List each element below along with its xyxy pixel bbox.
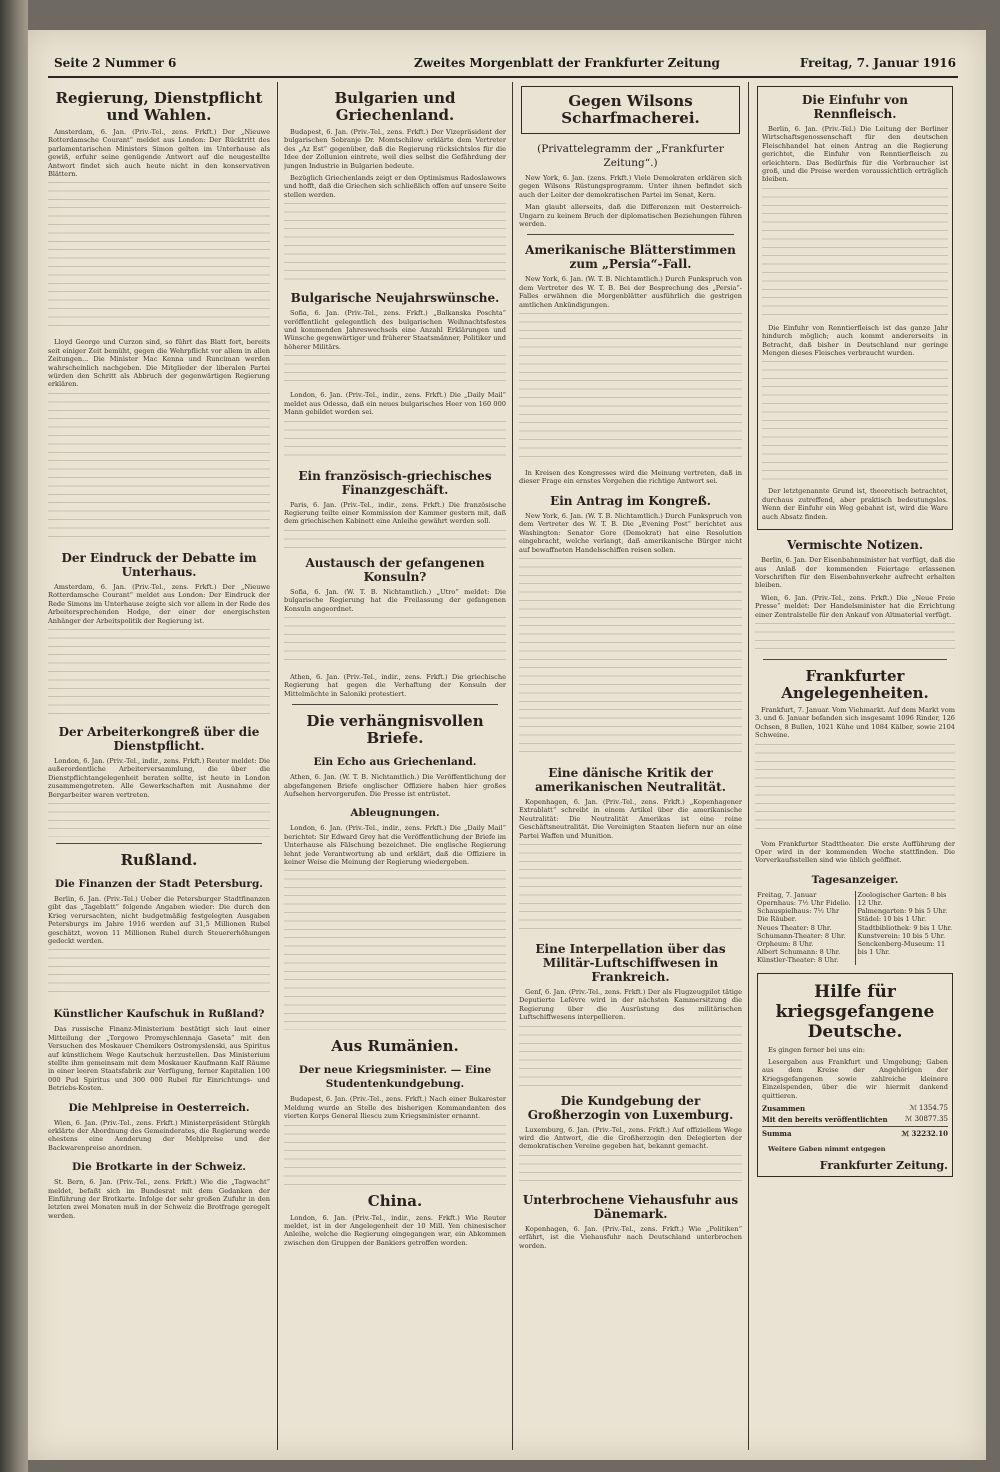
sum-value: ℳ 30877.35	[904, 1115, 948, 1124]
article-text: Kopenhagen, 6. Jan. (Priv.-Tel., zens. Frkft.) „Kopenhagener Extrablatt“ schreibt in einem Artikel über die amerikanische Neutralität: Die Neutralität Amerikas ist eine reine Geschäftsneutralität. Die Vereinigten Staaten liefern nur an eine Partei Waffen und Munition.	[519, 797, 742, 840]
column-4	[755, 82, 955, 1450]
article-text: Wien, 6. Jan. (Priv.-Tel., zens. Frkft.) Die „Neue Freie Presse“ meldet: Der Handelsminister hat die Errichtung einer Zentralstelle für den Ankauf von Altmaterial verfügt.	[755, 593, 955, 619]
headline: Bulgarische Neujahrswünsche.	[290, 291, 500, 306]
headline: Frankfurter Angelegenheiten.	[781, 666, 929, 702]
article-body	[48, 393, 270, 543]
column-separator	[277, 82, 278, 1450]
divider	[527, 234, 734, 235]
sum-value: ℳ 1354.75	[909, 1104, 948, 1113]
article-box	[757, 86, 953, 530]
article-text: St. Bern, 6. Jan. (Priv.-Tel., zens. Frkft.) Wie die „Tagwacht“ meldet, befaßt sich im Bundesrat mit dem Gedanken der Einführung der Brotkarte. Infolge der sehr großen Zufuhr in den letzten zwei Monaten muß in der Schweiz die Brotfrage geregelt werden.	[48, 1178, 270, 1220]
article-text: Kopenhagen, 6. Jan. (Priv.-Tel., zens. Frkft.) Wie „Politiken“ erfährt, ist die Viehausfuhr nach Deutschland unterbrochen worden.	[519, 1224, 742, 1250]
article-text: Amsterdam, 6. Jan. (Priv.-Tel., zens. Frkft.) Der „Nieuwe Rotterdamsche Courant“ meldet aus London: Der Rücktritt des parlamentarischen Ministers Simon gelten im Unterhause als gewiß, erfuhr seine genügende Antwort auf die neugestellte Antwort findet sich auch heute nicht in den konservativen Blättern.	[48, 128, 270, 179]
article-text: Budapest, 6. Jan. (Priv.-Tel., zens. Frkft.) Nach einer Bukarester Meldung wurde an Stelle des bisherigen Kommandanten des vierten Korps General Iliescu zum Kriegsminister ernannt.	[284, 1095, 506, 1121]
sum-label: Summa	[762, 1129, 792, 1139]
article-text: Paris, 6. Jan. (Priv.-Tel., indir., zens. Frkft.) Die französische Regierung teilte einer Kommission der Kammer gestern mit, daß dem griechischen Kabinett eine Anleihe gewährt werden soll.	[284, 500, 506, 526]
article-text: Budapest, 6. Jan. (Priv.-Tel., zens. Frkft.) Der Vizepräsident der bulgarischen Sobranje Dr. Momtschilow erklärte dem Vertreter des „Az Est“ gegenüber, daß die Regierung rücksichtslos für die Idee der Zollunion eintrete, weil dies selbst die Gefährdung der jungen Industrie in Bulgarien bedeute.	[284, 128, 506, 170]
article-text: Man glaubt allerseits, daß die Differenzen mit Oesterreich-Ungarn zu keinem Bruch der diplomatischen Beziehungen führen werden.	[519, 203, 742, 229]
headline: Der Arbeiterkongreß über die Dienstpflicht.	[58, 724, 260, 753]
sum-row	[762, 1115, 948, 1125]
headline: Gegen Wilsons Scharfmacherei.	[561, 92, 700, 127]
article-body	[519, 844, 742, 934]
appeal-note: Weitere Gaben nimmt entgegen	[768, 1145, 886, 1154]
article-text: New York, 6. Jan. (W. T. B. Nichtamtlich.) Durch Funkspruch von dem Vertreter des W. T. B. Die „Evening Post“ berichtet aus Washington: Senator Gore (Demokrat) hat eine Resolution eingebracht, welche verlangt, daß amerikanische Bürger nicht auf bewaffneten Handelsschiffen reisen sollen.	[519, 511, 742, 554]
appeal-box	[757, 973, 953, 1178]
article-body	[762, 361, 948, 481]
article-text: New York, 6. Jan. (zens. Frkft.) Viele Demokraten erklären sich gegen Wilsons Rüstungsprogramm. Unter ihnen befindet sich auch der Leiter der demokratischen Partei im Senat, Kern.	[519, 174, 742, 199]
article-text: Der letztgenannte Grund ist, theoretisch betrachtet, durchaus zutreffend, aber praktisch bedeutungslos. Wenn der Einfuhr ein Weg gebahnt ist, wird die Ware auch Absatz finden.	[762, 487, 948, 521]
article-body	[755, 623, 955, 653]
headline: Bulgarien und Griechenland.	[334, 89, 456, 124]
headline: Der neue Kriegsminister. — Eine Studentenkundgebung.	[298, 1064, 492, 1091]
appeal-list: Lesergaben aus Frankfurt und Umgebung; Gaben aus dem Kreise der Angehörigen der Kriegsgefangenen sowie zahlreiche kleinere Einzelspenden, über die wir hiermit dankend quittieren.	[762, 1058, 948, 1100]
page-header	[34, 52, 956, 74]
article-body	[48, 629, 270, 717]
sum-value: ℳ 32232.10	[901, 1129, 948, 1139]
divider	[763, 659, 947, 660]
article-text: London, 6. Jan. (Priv.-Tel., indir., zens. Frkft.) Reuter meldet: Die außerordentliche Arbeiterversammlung, die über die Dienstpflichtangelegenheit beraten sollte, ist heute in London zusammengetreten. Alle Gewerkschaften mit Ausnahme der Bergarbeiter waren vertreten.	[48, 756, 270, 799]
article-body	[284, 421, 506, 461]
headline: Die verhängnisvollen Briefe.	[306, 712, 484, 748]
article-text: Berlin, 6. Jan. (Priv.-Tel.) Ueber die Petersburger Stadtfinanzen gibt das „Tageblatt“ folgende Angaben wieder: Die durch den Krieg verursachten, nicht budgetmäßig festgelegten Ausgaben Petersburgs im Jahre 1916 werden auf 31,5 Millionen Rubel geschätzt, wovon 11 Millionen Rubel durch Steuererhöhungen gedeckt werden.	[48, 894, 270, 945]
article-text: Amsterdam, 6. Jan. (Priv.-Tel., zens. Frkft.) Der „Nieuwe Rotterdamsche Courant“ meldet aus London: Der Eindruck der Rede Simons im Unterhause zeigte sich vor allem in der Rede des Arbeitersprechenden Hodge, der einer der energischsten Anhänger der Arbeitspolitik der Regierung ist.	[48, 582, 270, 625]
sum-row	[762, 1126, 948, 1139]
appeal-intro: Es gingen ferner bei uns ein:	[768, 1045, 866, 1054]
headline: Die Finanzen der Stadt Petersburg.	[55, 877, 263, 890]
header-page-number: Seite 2 Nummer 6	[54, 56, 177, 70]
article-text: Athen, 6. Jan. (W. T. B. Nichtamtlich.) Die Veröffentlichung der abgefangenen Briefe englischer Offiziere haben hier großes Aufsehen hervorgerufen. Die Presse ist entrüstet.	[284, 773, 506, 798]
article-body	[284, 530, 506, 548]
article-body	[519, 313, 742, 463]
appeal-signature: Frankfurter Zeitung.	[819, 1159, 948, 1173]
headline: Amerikanische Blätterstimmen zum „Persia“-Fall.	[525, 243, 736, 272]
headline: Regierung, Dienstpflicht und Wahlen.	[55, 89, 263, 124]
headline: Aus Rumänien.	[331, 1037, 459, 1056]
article-text: Athen, 6. Jan. (Priv.-Tel., indir., zens. Frkft.) Die griechische Regierung hat gegen die Verhaftung der Konsuln der Mittelmächte in Saloniki protestiert.	[284, 672, 506, 698]
headline: Die Mehlpreise in Oesterreich.	[68, 1101, 250, 1114]
book-binding	[0, 0, 28, 1472]
article-text: Bezüglich Griechenlands zeigt er den Optimismus Radoslawows und hofft, daß die Griechen sich schließlich offen auf unsere Seite stellen werden.	[284, 174, 506, 199]
headline: Eine Interpellation über das Militär-Luftschiffwesen in Frankreich.	[535, 941, 726, 984]
column-3	[519, 82, 742, 1450]
article-text: Berlin, 6. Jan. Der Eisenbahnminister hat verfügt, daß die aus Anlaß der kommenden Feiertage erlassenen Vorschriften für den Eisenbahnverkehr aufrecht erhalten bleiben.	[755, 556, 955, 590]
article-body	[48, 949, 270, 999]
byline: (Privattelegramm der „Frankfurter Zeitung“.)	[537, 143, 724, 169]
article-text: Berlin, 6. Jan. (Priv.-Tel.) Die Leitung der Berliner Wirtschaftsgenossenschaft für den deutschen Fleischhandel hat einen Antrag an die Regierung gerichtet, die Einfuhr von Renntierfleisch zu erleichtern. Das Bedürfnis für die Verbraucher ist groß, und die Preise werden voraussichtlich erträglich bleiben.	[762, 125, 948, 184]
sum-label: Mit den bereits veröffentlichten	[762, 1115, 888, 1125]
headline: Eine dänische Kritik der amerikanischen Neutralität.	[535, 765, 726, 794]
article-text: Sofia, 6. Jan. (Priv.-Tel., zens. Frkft.) „Balkanska Poschta“ veröffentlicht gelegentlich des bulgarischen Weihnachtsfestes und kommenden Jahreswechsels eine Anzahl Erklärungen und Wünsche gegenwärtiger und früherer Staatsmänner, Politiker und höherer Militärs.	[284, 309, 506, 351]
column-1	[48, 82, 270, 1450]
events-left: Freitag, 7. Januar Opernhaus: 7½ Uhr Fidelio. Schauspielhaus: 7½ Uhr Die Räuber. Neues Theater: 8 Uhr. Schumann-Theater: 8 Uhr. Orpheum: 8 Uhr. Albert Schumann: 8 Uhr. Künstler-Theater: 8 Uhr.	[755, 891, 855, 965]
column-separator	[512, 82, 513, 1450]
column-separator	[748, 82, 749, 1450]
article-body	[519, 1155, 742, 1185]
headline: Der Eindruck der Debatte im Unterhaus.	[61, 550, 257, 579]
sum-row	[762, 1104, 948, 1114]
headline: Tagesanzeiger.	[811, 873, 899, 886]
appeal-title: Hilfe für kriegsgefangene Deutsche.	[775, 981, 935, 1042]
article-text: Genf, 6. Jan. (Priv.-Tel., zens. Frkft.) Der als Flugzeugpilot tätige Deputierte Lefèvre wird in der nächsten Kammersitzung die Regierung über die Ausrüstung des militärischen Luftschiffwesens interpellieren.	[519, 987, 742, 1022]
divider	[292, 704, 498, 705]
article-body	[284, 203, 506, 283]
article-body	[284, 870, 506, 1030]
article-body	[284, 355, 506, 385]
headline: Die Kundgebung der Großherzogin von Luxemburg.	[527, 1093, 734, 1122]
headline-box	[521, 86, 740, 134]
article-body	[519, 558, 742, 758]
article-text: New York, 6. Jan. (W. T. B. Nichtamtlich.) Durch Funkspruch von dem Vertreter des W. T. B. Bei der Besprechung des „Persia“-Falles erwähnen die Morgenblätter ausführlich die gestrigen amtlichen Ankündigungen.	[519, 275, 742, 309]
article-text: Das russische Finanz-Ministerium bestätigt sich laut einer Mitteilung der „Torgowo Promyschlennaja Gaseta“ mit den Versuchen des Moskauer Chemikers Ostromyslenski, aus Spiritus auf künstlichem Wege Kautschuk herzustellen. Das Ministerium stellte ihm gemeinsam mit dem Moskauer Kaufmann Kalf Räume in einer leeren Staatsfabrik zur Verfügung, ferner Kapitalien 100 000 Pud Spiritus und 300 000 Rubel für Einrichtungs- und Betriebs-Kosten.	[48, 1025, 270, 1093]
article-text: Frankfurt, 7. Januar. Vom Viehmarkt. Auf dem Markt vom 3. und 6. Januar befanden sich insgesamt 1096 Rinder, 126 Ochsen, 8 Bullen, 1021 Kühe und 1084 Kälber, sowie 2104 Schweine.	[755, 705, 955, 740]
article-body	[284, 617, 506, 667]
article-text: Wien, 6. Jan. (Priv.-Tel., zens. Frkft.) Ministerpräsident Stürgkh erklärte der Abordnung des Gemeinderates, die Regierung werde ehestens eine Aenderung der Mehlpreise und der Backwarenpreise anordnen.	[48, 1118, 270, 1152]
events-table	[755, 891, 955, 965]
header-date: Freitag, 7. Januar 1916	[799, 56, 956, 70]
article-text: Luxemburg, 6. Jan. (Priv.-Tel., zens. Frkft.) Auf offiziellem Wege wird die Antwort, die die Großherzogin den Delegierten der demokratischen Vereine gegeben hat, bekannt gemacht.	[519, 1125, 742, 1151]
header-masthead: Zweites Morgenblatt der Frankfurter Zeitung	[414, 56, 720, 70]
headline: Ableugnungen.	[350, 807, 440, 820]
headline: Vermischte Notizen.	[787, 538, 923, 553]
section-title: Rußland.	[120, 850, 198, 869]
sum-label: Zusammen	[762, 1104, 806, 1114]
headline: Austausch der gefangenen Konsuln?	[305, 555, 485, 584]
article-text: Vom Frankfurter Stadttheater. Die erste Aufführung der Oper wird in der kommenden Woche stattfinden. Die Vorverkaufsstellen sind wie üblich geöffnet.	[755, 839, 955, 865]
headline: Ein Antrag im Kongreß.	[550, 493, 711, 508]
article-text: London, 6. Jan. (Priv.-Tel., indir., zens. Frkft.) Die „Daily Mail“ berichtet: Sir Edward Grey hat die Veröffentlichung der Briefe im Unterhause als Fälschung bezeichnet. Die englische Regierung lehnt jede Verantwortung ab und erklärt, daß die Offiziere in keiner Weise die Meinung der Regierung wiedergeben.	[284, 824, 506, 866]
headline: Die Brotkarte in der Schweiz.	[72, 1161, 246, 1174]
headline: Ein Echo aus Griechenland.	[313, 756, 477, 769]
article-body	[48, 182, 270, 332]
article-body	[284, 1125, 506, 1185]
headline: Ein französisch-griechisches Finanzgeschäft.	[298, 468, 492, 497]
article-text: In Kreisen des Kongresses wird die Meinung vertreten, daß in dieser Frage ein ernstes Vorgehen die richtige Antwort sei.	[519, 469, 742, 486]
divider	[56, 843, 262, 844]
article-body	[48, 803, 270, 837]
article-text: London, 6. Jan. (Priv.-Tel., indir., zens. Frkft.) Wie Reuter meldet, ist in der Angelegenheit der 10 Mill. Yen chinesischer Anleihe, welche die Regierung eingegangen war, ein Abkommen zwischen den Gruppen der Bankiers getroffen worden.	[284, 1213, 506, 1247]
headline: China.	[367, 1191, 423, 1210]
headline: Unterbrochene Viehausfuhr aus Dänemark.	[522, 1192, 739, 1221]
article-body	[519, 1026, 742, 1086]
header-rule	[48, 76, 958, 78]
article-text: Die Einfuhr von Renntierfleisch ist das ganze Jahr hindurch möglich; auch kommt andererseits in Betracht, daß bisher in Deutschland nur geringe Mengen dieses Fleisches verbraucht wurden.	[762, 323, 948, 358]
article-body	[755, 744, 955, 834]
article-text: Lloyd George und Curzon sind, so führt das Blatt fort, bereits seit einiger Zeit bemüht, gegen die Wehrpflicht vor allem in allen Zeitungen... Die Minister Mac Kenna und Runciman werden wahrscheinlich nachgeben. Die Mitglieder der liberalen Partei würden den Schritt als Abbruch der gegenwärtigen Regierung erklären.	[48, 338, 270, 389]
headline: Künstlicher Kaufschuk in Rußland?	[53, 1008, 265, 1021]
events-right: Zoologischer Garten: 8 bis 12 Uhr. Palmengarten: 9 bis 5 Uhr. Städel: 10 bis 1 Uhr. Stadtbibliothek: 9 bis 1 Uhr. Kunstverein: 10 bis 5 Uhr. Senckenberg-Museum: 11 bis 1 Uhr.	[857, 890, 953, 957]
article-body	[762, 188, 948, 318]
column-2	[284, 82, 506, 1450]
headline: Die Einfuhr von Rennfleisch.	[801, 93, 909, 121]
article-text: London, 6. Jan. (Priv.-Tel., indir., zens. Frkft.) Die „Daily Mail“ meldet aus Odessa, daß ein neues bulgarisches Heer von 160 000 Mann gebildet worden sei.	[284, 391, 506, 417]
article-text: Sofia, 6. Jan. (W. T. B. Nichtamtlich.) „Utro“ meldet: Die bulgarische Regierung hat die Freilassung der gefangenen Konsuln angeordnet.	[284, 587, 506, 613]
